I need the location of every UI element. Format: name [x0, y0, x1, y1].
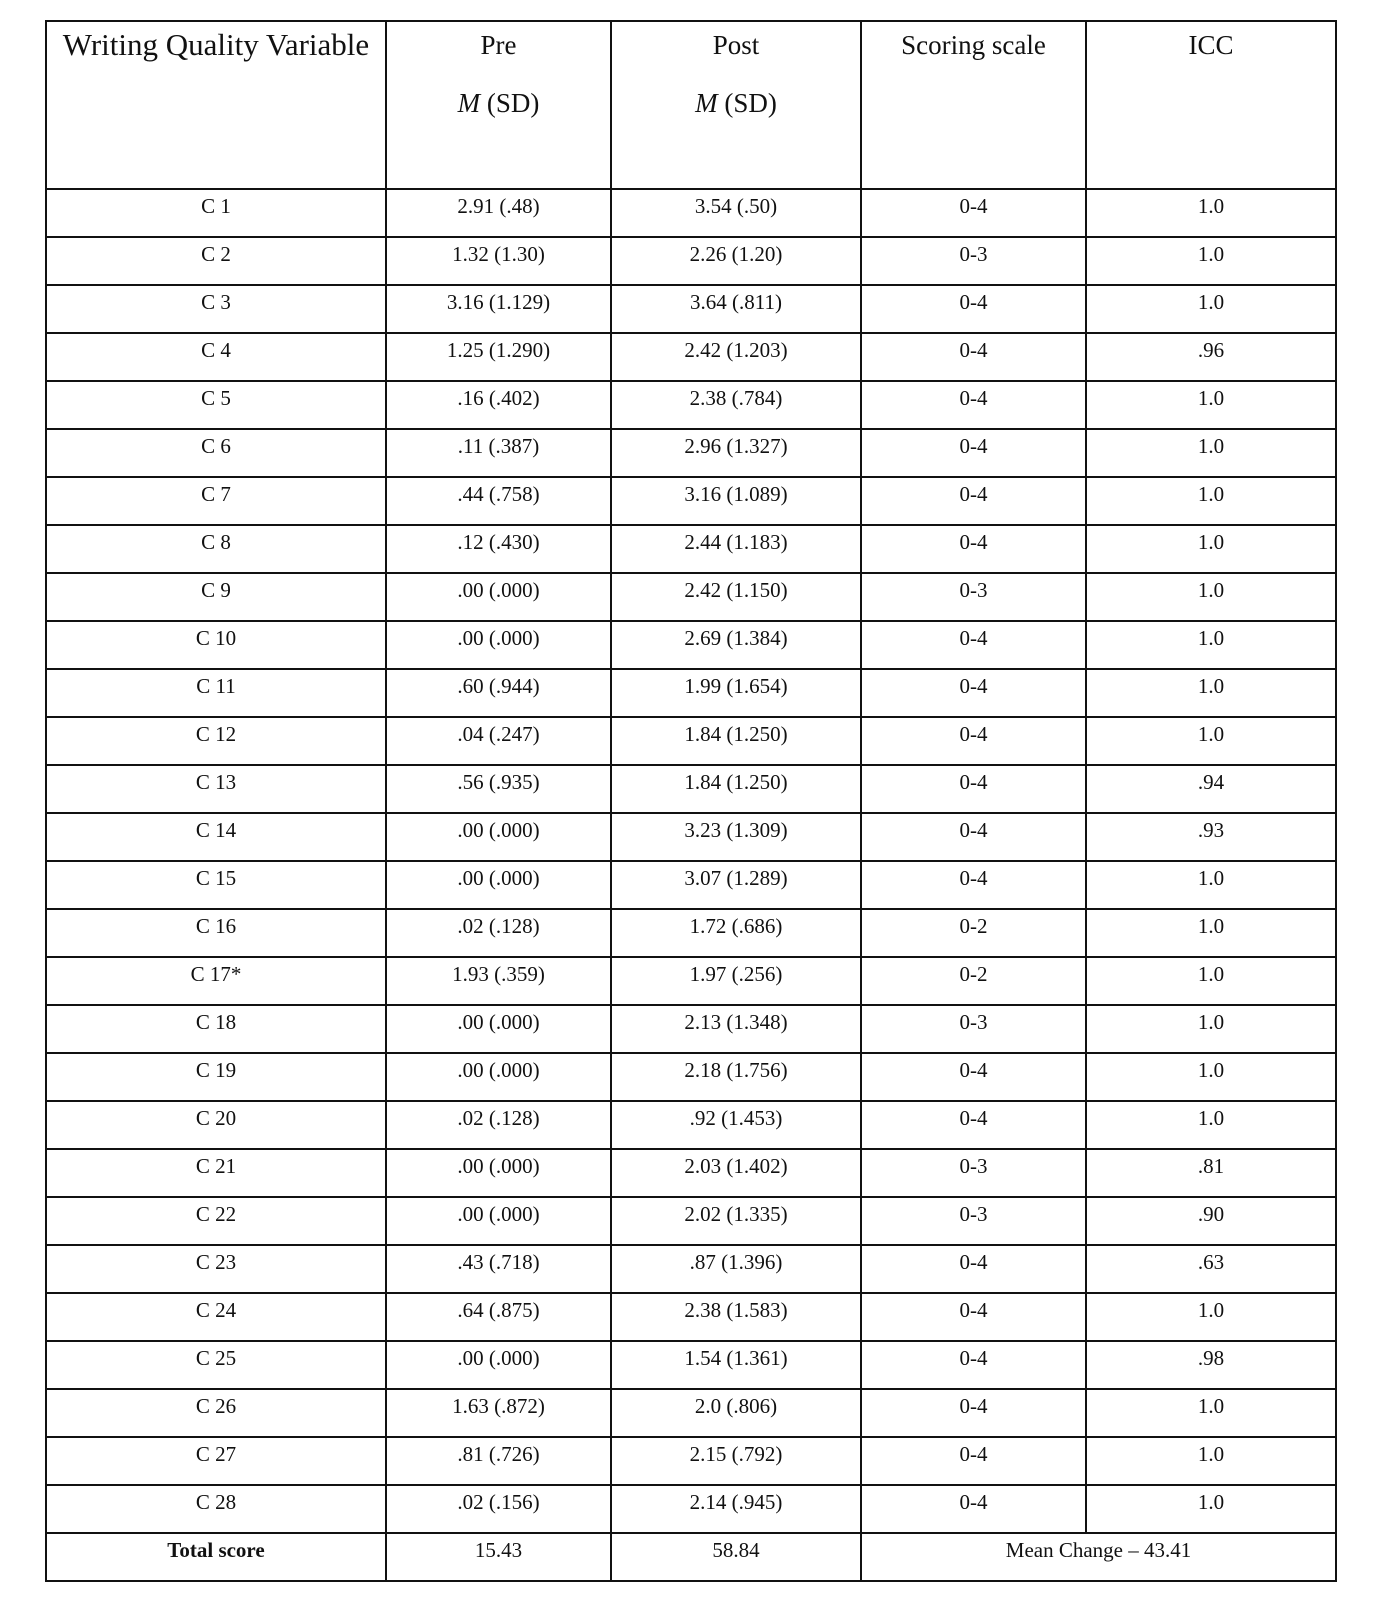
header-post	[611, 21, 861, 189]
cell-icc: 1.0	[1086, 1485, 1336, 1533]
total-mean-change: Mean Change – 43.41	[861, 1533, 1336, 1581]
cell-icc: .63	[1086, 1245, 1336, 1293]
cell-post: 2.0 (.806)	[611, 1389, 861, 1437]
cell-icc: 1.0	[1086, 1293, 1336, 1341]
cell-post: .87 (1.396)	[611, 1245, 861, 1293]
cell-icc: .98	[1086, 1341, 1336, 1389]
table-row-2	[46, 237, 1336, 285]
cell-scoring-scale: 0-3	[861, 1005, 1086, 1053]
cell-variable: C 27	[46, 1437, 386, 1485]
cell-pre: .00 (.000)	[386, 621, 611, 669]
cell-scoring-scale: 0-4	[861, 477, 1086, 525]
table-row-22	[46, 1197, 1336, 1245]
cell-post: 2.44 (1.183)	[611, 525, 861, 573]
cell-variable: C 6	[46, 429, 386, 477]
cell-icc: .94	[1086, 765, 1336, 813]
cell-pre: .00 (.000)	[386, 1053, 611, 1101]
cell-pre: .02 (.128)	[386, 909, 611, 957]
cell-variable: C 28	[46, 1485, 386, 1533]
cell-icc: 1.0	[1086, 237, 1336, 285]
cell-variable: C 22	[46, 1197, 386, 1245]
table-row-20	[46, 1101, 1336, 1149]
cell-pre: .12 (.430)	[386, 525, 611, 573]
cell-icc: 1.0	[1086, 1053, 1336, 1101]
header-scoring-scale	[861, 21, 1086, 189]
table-row-13	[46, 765, 1336, 813]
cell-pre: .00 (.000)	[386, 1197, 611, 1245]
cell-variable: C 26	[46, 1389, 386, 1437]
cell-variable: C 20	[46, 1101, 386, 1149]
cell-variable: C 21	[46, 1149, 386, 1197]
cell-scoring-scale: 0-4	[861, 429, 1086, 477]
header-pre	[386, 21, 611, 189]
table-header	[46, 21, 1336, 189]
cell-pre: .00 (.000)	[386, 861, 611, 909]
cell-scoring-scale: 0-4	[861, 1437, 1086, 1485]
cell-pre: .00 (.000)	[386, 573, 611, 621]
table-row-19	[46, 1053, 1336, 1101]
cell-variable: C 8	[46, 525, 386, 573]
cell-scoring-scale: 0-3	[861, 1197, 1086, 1245]
table-row-15	[46, 861, 1336, 909]
cell-post: 2.26 (1.20)	[611, 237, 861, 285]
cell-post: 1.99 (1.654)	[611, 669, 861, 717]
cell-scoring-scale: 0-4	[861, 813, 1086, 861]
cell-post: 2.42 (1.150)	[611, 573, 861, 621]
cell-scoring-scale: 0-4	[861, 621, 1086, 669]
table-row-21	[46, 1149, 1336, 1197]
header-pre-sd: (SD)	[480, 88, 540, 118]
cell-post: 3.23 (1.309)	[611, 813, 861, 861]
cell-post: 3.07 (1.289)	[611, 861, 861, 909]
cell-pre: 1.63 (.872)	[386, 1389, 611, 1437]
cell-variable: C 1	[46, 189, 386, 237]
cell-post: 2.69 (1.384)	[611, 621, 861, 669]
header-pre-mean-symbol: M	[457, 88, 481, 118]
cell-variable: C 11	[46, 669, 386, 717]
cell-pre: 1.93 (.359)	[386, 957, 611, 1005]
cell-scoring-scale: 0-4	[861, 381, 1086, 429]
cell-variable: C 4	[46, 333, 386, 381]
cell-scoring-scale: 0-3	[861, 573, 1086, 621]
cell-post: 2.96 (1.327)	[611, 429, 861, 477]
cell-pre: .00 (.000)	[386, 1149, 611, 1197]
cell-pre: .04 (.247)	[386, 717, 611, 765]
table-row-1	[46, 189, 1336, 237]
cell-variable: C 15	[46, 861, 386, 909]
cell-icc: 1.0	[1086, 957, 1336, 1005]
cell-scoring-scale: 0-4	[861, 717, 1086, 765]
cell-post: 2.42 (1.203)	[611, 333, 861, 381]
cell-post: 2.14 (.945)	[611, 1485, 861, 1533]
cell-scoring-scale: 0-4	[861, 285, 1086, 333]
cell-variable: C 5	[46, 381, 386, 429]
cell-scoring-scale: 0-4	[861, 1053, 1086, 1101]
cell-pre: .16 (.402)	[386, 381, 611, 429]
cell-variable: C 10	[46, 621, 386, 669]
cell-post: 1.72 (.686)	[611, 909, 861, 957]
cell-pre: .60 (.944)	[386, 669, 611, 717]
cell-scoring-scale: 0-4	[861, 333, 1086, 381]
cell-icc: 1.0	[1086, 573, 1336, 621]
cell-variable: C 13	[46, 765, 386, 813]
cell-pre: .81 (.726)	[386, 1437, 611, 1485]
cell-icc: .81	[1086, 1149, 1336, 1197]
table-row-8	[46, 525, 1336, 573]
cell-icc: 1.0	[1086, 381, 1336, 429]
header-post-mean-symbol: M	[695, 88, 718, 118]
cell-pre: .00 (.000)	[386, 1341, 611, 1389]
header-variable	[46, 21, 386, 189]
cell-variable: C 18	[46, 1005, 386, 1053]
cell-pre: .64 (.875)	[386, 1293, 611, 1341]
table-row-27	[46, 1437, 1336, 1485]
cell-icc: 1.0	[1086, 861, 1336, 909]
cell-variable: C 23	[46, 1245, 386, 1293]
table-row-28	[46, 1485, 1336, 1533]
cell-scoring-scale: 0-4	[861, 1485, 1086, 1533]
cell-post: 2.38 (1.583)	[611, 1293, 861, 1341]
total-label: Total score	[46, 1533, 386, 1581]
header-pre-label: Pre	[480, 30, 517, 60]
cell-pre: .00 (.000)	[386, 1005, 611, 1053]
table-row-9	[46, 573, 1336, 621]
cell-pre: .56 (.935)	[386, 765, 611, 813]
cell-scoring-scale: 0-4	[861, 765, 1086, 813]
cell-icc: 1.0	[1086, 285, 1336, 333]
cell-scoring-scale: 0-2	[861, 909, 1086, 957]
cell-variable: C 24	[46, 1293, 386, 1341]
header-variable-label: Writing Quality Variable	[62, 27, 370, 62]
cell-pre: .11 (.387)	[386, 429, 611, 477]
cell-scoring-scale: 0-3	[861, 237, 1086, 285]
table-row-12	[46, 717, 1336, 765]
cell-pre: .02 (.156)	[386, 1485, 611, 1533]
cell-variable: C 14	[46, 813, 386, 861]
cell-scoring-scale: 0-4	[861, 525, 1086, 573]
table-row-6	[46, 429, 1336, 477]
cell-icc: 1.0	[1086, 189, 1336, 237]
total-post: 58.84	[611, 1533, 861, 1581]
cell-post: 1.84 (1.250)	[611, 717, 861, 765]
total-row	[46, 1533, 1336, 1581]
cell-icc: 1.0	[1086, 429, 1336, 477]
cell-icc: 1.0	[1086, 1437, 1336, 1485]
cell-post: 1.97 (.256)	[611, 957, 861, 1005]
header-post-label: Post	[712, 30, 760, 60]
cell-scoring-scale: 0-4	[861, 861, 1086, 909]
cell-variable: C 9	[46, 573, 386, 621]
cell-icc: 1.0	[1086, 1389, 1336, 1437]
cell-scoring-scale: 0-4	[861, 669, 1086, 717]
cell-icc: .93	[1086, 813, 1336, 861]
table-body	[46, 189, 1336, 1581]
cell-scoring-scale: 0-4	[861, 1341, 1086, 1389]
cell-icc: 1.0	[1086, 525, 1336, 573]
cell-icc: .90	[1086, 1197, 1336, 1245]
header-row	[46, 21, 1336, 189]
cell-post: .92 (1.453)	[611, 1101, 861, 1149]
cell-pre: 1.25 (1.290)	[386, 333, 611, 381]
cell-icc: .96	[1086, 333, 1336, 381]
cell-variable: C 17*	[46, 957, 386, 1005]
table-row-23	[46, 1245, 1336, 1293]
table-row-14	[46, 813, 1336, 861]
cell-variable: C 16	[46, 909, 386, 957]
cell-post: 2.02 (1.335)	[611, 1197, 861, 1245]
cell-scoring-scale: 0-4	[861, 1245, 1086, 1293]
cell-icc: 1.0	[1086, 621, 1336, 669]
header-icc-label: ICC	[1188, 30, 1234, 60]
table-row-11	[46, 669, 1336, 717]
cell-scoring-scale: 0-3	[861, 1149, 1086, 1197]
cell-post: 2.13 (1.348)	[611, 1005, 861, 1053]
cell-post: 2.38 (.784)	[611, 381, 861, 429]
table-row-17	[46, 957, 1336, 1005]
cell-pre: .02 (.128)	[386, 1101, 611, 1149]
cell-scoring-scale: 0-4	[861, 1389, 1086, 1437]
cell-icc: 1.0	[1086, 669, 1336, 717]
cell-pre: 1.32 (1.30)	[386, 237, 611, 285]
header-post-subtitle	[612, 86, 860, 120]
cell-icc: 1.0	[1086, 909, 1336, 957]
cell-scoring-scale: 0-2	[861, 957, 1086, 1005]
cell-post: 1.84 (1.250)	[611, 765, 861, 813]
cell-post: 2.15 (.792)	[611, 1437, 861, 1485]
table-row-7	[46, 477, 1336, 525]
header-scoring-scale-label: Scoring scale	[901, 30, 1046, 60]
cell-scoring-scale: 0-4	[861, 189, 1086, 237]
cell-variable: C 2	[46, 237, 386, 285]
cell-scoring-scale: 0-4	[861, 1101, 1086, 1149]
table-row-10	[46, 621, 1336, 669]
cell-variable: C 19	[46, 1053, 386, 1101]
writing-quality-table-container	[45, 20, 1335, 1582]
header-icc	[1086, 21, 1336, 189]
header-pre-subtitle	[387, 86, 610, 120]
cell-icc: 1.0	[1086, 1101, 1336, 1149]
table-row-24	[46, 1293, 1336, 1341]
table-row-5	[46, 381, 1336, 429]
cell-variable: C 12	[46, 717, 386, 765]
table-row-18	[46, 1005, 1336, 1053]
cell-post: 3.16 (1.089)	[611, 477, 861, 525]
total-pre: 15.43	[386, 1533, 611, 1581]
cell-scoring-scale: 0-4	[861, 1293, 1086, 1341]
cell-variable: C 25	[46, 1341, 386, 1389]
table-row-4	[46, 333, 1336, 381]
cell-icc: 1.0	[1086, 717, 1336, 765]
table-row-16	[46, 909, 1336, 957]
cell-post: 3.54 (.50)	[611, 189, 861, 237]
table-row-26	[46, 1389, 1336, 1437]
cell-pre: .44 (.758)	[386, 477, 611, 525]
cell-pre: 2.91 (.48)	[386, 189, 611, 237]
cell-icc: 1.0	[1086, 1005, 1336, 1053]
table-row-3	[46, 285, 1336, 333]
cell-icc: 1.0	[1086, 477, 1336, 525]
cell-pre: 3.16 (1.129)	[386, 285, 611, 333]
cell-post: 3.64 (.811)	[611, 285, 861, 333]
table-row-25	[46, 1341, 1336, 1389]
cell-pre: .43 (.718)	[386, 1245, 611, 1293]
header-post-sd: (SD)	[717, 88, 777, 118]
cell-post: 2.18 (1.756)	[611, 1053, 861, 1101]
cell-post: 1.54 (1.361)	[611, 1341, 861, 1389]
cell-post: 2.03 (1.402)	[611, 1149, 861, 1197]
cell-variable: C 3	[46, 285, 386, 333]
writing-quality-table	[45, 20, 1337, 1582]
cell-variable: C 7	[46, 477, 386, 525]
cell-pre: .00 (.000)	[386, 813, 611, 861]
